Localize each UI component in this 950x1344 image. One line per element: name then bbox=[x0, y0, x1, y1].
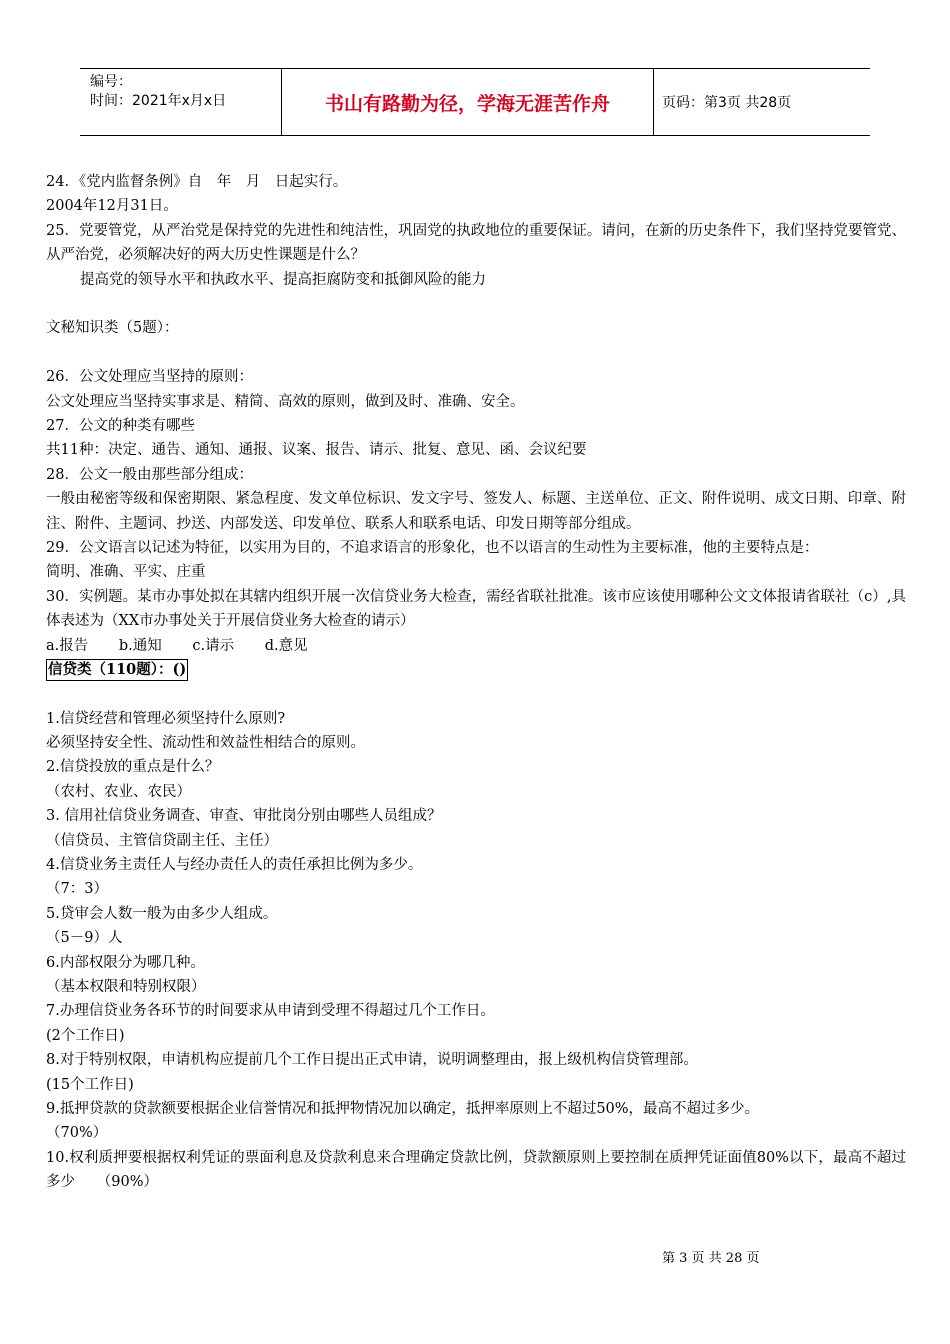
text-line: 29．公文语言以记述为特征，以实用为目的，不追求语言的形象化，也不以语言的生动性为主要标准，他的主要特点是： bbox=[46, 539, 819, 556]
text-line: （70%） bbox=[46, 1125, 108, 1142]
text-line: 27．公文的种类有哪些 bbox=[46, 417, 195, 434]
text-line: 必须坚持安全性、流动性和效益性相结合的原则。 bbox=[46, 735, 365, 752]
text-line: 4.信贷业务主责任人与经办责任人的责任承担比例为多少。 bbox=[46, 857, 423, 874]
text-line: 简明、准确、平实、庄重 bbox=[46, 564, 206, 581]
answer-options bbox=[46, 634, 906, 658]
text-line: （信贷员、主管信贷副主任、主任） bbox=[46, 832, 278, 849]
text-line: （农村、农业、农民） bbox=[46, 783, 191, 800]
text-line: （5－9）人 bbox=[46, 930, 123, 947]
section-heading-credit: 信贷类（110题）：() bbox=[46, 659, 188, 681]
text-line: 2004年12月31日。 bbox=[46, 198, 178, 215]
text-line: 7.办理信贷业务各环节的时间要求从申请到受理不得超过几个工作日。 bbox=[46, 1003, 495, 1020]
text-line: 公文处理应当坚持实事求是、精简、高效的原则，做到及时、准确、安全。 bbox=[46, 393, 525, 410]
text-line: 提高党的领导水平和执政水平、提高拒腐防变和抵御风险的能力 bbox=[80, 271, 486, 288]
blank-line bbox=[46, 682, 906, 706]
blank-line bbox=[46, 292, 906, 316]
document-time-label: 时间：2021年x月x日 bbox=[90, 93, 227, 109]
option-b: b.通知 bbox=[118, 637, 162, 654]
page-header bbox=[80, 68, 870, 136]
option-a: a.报告 bbox=[46, 637, 89, 654]
text-line: 30．实例题。某市办事处拟在其辖内组织开展一次信贷业务大检查，需经省联社批准。该市应该使用哪种公文文体报请省联社（c）,具体表述为（XX市办事处关于开展信贷业务大检查的请示） bbox=[46, 588, 906, 630]
text-line: 一般由秘密等级和保密期限、紧急程度、发文单位标识、发文字号、签发人、标题、主送单位、正文、附件说明、成文日期、印章、附注、附件、主题词、抄送、内部发送、印发单位、联系人和联系电话、印发日期等部分组成。 bbox=[46, 491, 906, 532]
text-line: 1.信贷经营和管理必须坚持什么原则? bbox=[46, 710, 286, 727]
header-motto: 书山有路勤为径，学海无涯苦作舟 bbox=[282, 69, 654, 135]
section-heading-row bbox=[46, 658, 906, 682]
text-line: 10.权利质押要根据权利凭证的票面利息及贷款利息来合理确定贷款比例，贷款额原则上要控制在质押凭证面值80%以下，最高不超过多少 （90%） bbox=[46, 1149, 906, 1191]
text-line: 9.抵押贷款的贷款额要根据企业信誉情况和抵押物情况加以确定，抵押率原则上不超过50%，最高不超过多少。 bbox=[46, 1100, 760, 1117]
text-line: （基本权限和特别权限） bbox=[46, 979, 206, 995]
qa-block-party-and-secretarial bbox=[46, 170, 906, 634]
text-line: 3. 信用社信贷业务调查、审查、审批岗分别由哪些人员组成？ bbox=[46, 808, 442, 825]
text-line: （7：3） bbox=[46, 881, 108, 898]
text-line: 8.对于特别权限，申请机构应提前几个工作日提出正式申请，说明调整理由，报上级机构信贷管理部。 bbox=[46, 1052, 698, 1069]
text-line: 28．公文一般由那些部分组成： bbox=[46, 466, 253, 483]
document-body bbox=[46, 170, 906, 1195]
header-meta bbox=[80, 69, 282, 135]
option-c: c.请示 bbox=[192, 637, 235, 654]
text-line: 6.内部权限分为哪几种。 bbox=[46, 954, 205, 971]
blank-line bbox=[46, 341, 906, 365]
text-line: 共11种：决定、通告、通知、通报、议案、报告、请示、批复、意见、函、会议纪要 bbox=[46, 442, 587, 459]
text-line: (2个工作日) bbox=[46, 1027, 125, 1044]
text-line: 26．公文处理应当坚持的原则： bbox=[46, 369, 253, 386]
document-number-label: 编号： bbox=[90, 74, 132, 90]
text-line: 24．《党内监督条例》自 年 月 日起实行。 bbox=[46, 174, 348, 190]
text-line: 文秘知识类（5题）： bbox=[46, 320, 179, 337]
option-d: d.意见 bbox=[264, 637, 308, 654]
text-line: 25．党要管党，从严治党是保持党的先进性和纯洁性，巩固党的执政地位的重要保证。请问，在新的历史条件下，我们坚持党要管党、从严治党，必须解决好的两大历史性课题是什么？ bbox=[46, 222, 906, 264]
text-line: (15个工作日) bbox=[46, 1076, 134, 1093]
text-line: 2.信贷投放的重点是什么？ bbox=[46, 759, 220, 776]
page-footer: 第 3 页 共 28 页 bbox=[662, 1251, 760, 1266]
qa-block-credit bbox=[46, 682, 906, 1194]
text-line: 5.贷审会人数一般为由多少人组成。 bbox=[46, 905, 278, 922]
header-page-info: 页码：第3页 共28页 bbox=[662, 95, 792, 111]
